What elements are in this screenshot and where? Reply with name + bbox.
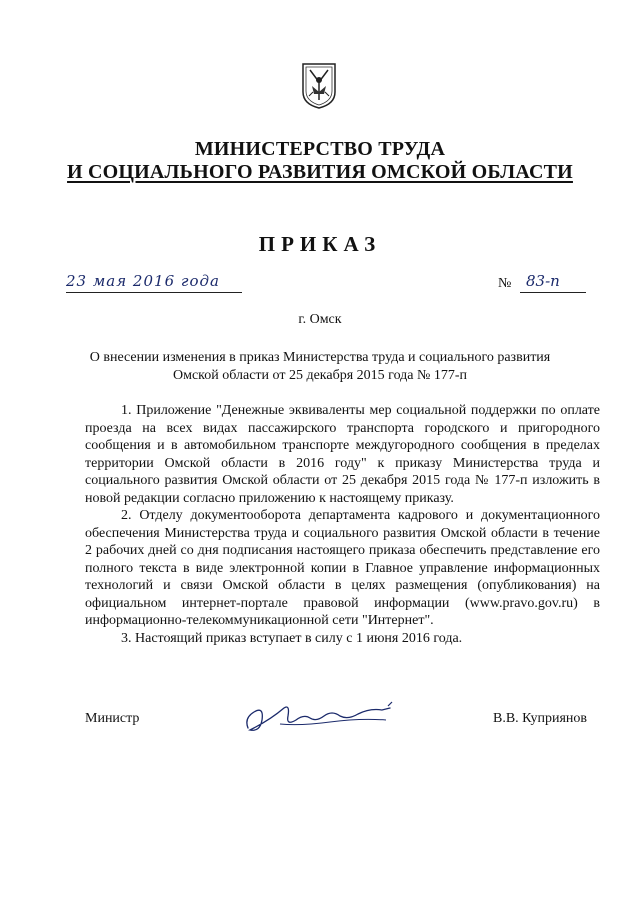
ministry-title-line2-text: И СОЦИАЛЬНОГО РАЗВИТИЯ ОМСКОЙ ОБЛАСТИ [67, 161, 573, 183]
order-subject [78, 349, 562, 384]
document-type-heading: ПРИКАЗ [258, 232, 382, 256]
coat-of-arms-icon [300, 62, 338, 110]
signer-title: Министр [85, 711, 140, 726]
order-body [85, 402, 600, 647]
order-number-label: № [498, 276, 512, 291]
handwritten-date: 23 мая 2016 года [66, 272, 242, 293]
handwritten-order-number: 83-п [520, 272, 586, 293]
subject-line-1: О внесении изменения в приказ Министерства труда и социального развития [89, 350, 551, 365]
paragraph-1: 1. Приложение "Денежные эквиваленты мер социальной поддержки по оплате проезда на всех видах пассажирского транспорта городского и пригородного сообщения и в автомобильном транспорте междугородного сообщения в пределах территории Омской области в 2016 году" к приказу Министерства труда и социального развития Омской области от 25 декабря 2015 года № 177-п изложить в новой редакции согласно приложению к настоящему приказу. [85, 403, 600, 506]
ministry-title-line2 [0, 161, 640, 184]
handwritten-signature [240, 690, 400, 740]
signer-name: В.В. Куприянов [493, 711, 587, 726]
ministry-title-line1: МИНИСТЕРСТВО ТРУДА [194, 138, 446, 160]
paragraph-2: 2. Отделу документооборота департамента кадрового и документационного обеспечения Министерства труда и социального развития Омской области в течение 2 рабочих дней со дня подписания настоящего приказа обеспечить представление его полного текста в виде электронной копии в Главное управление информационных технологий и связи Омской области в целях размещения (опубликования) на официальном интернет-портале правовой информации (www.pravo.gov.ru) в информационно-телекоммуникационной сети "Интернет". [85, 508, 600, 628]
city-line: г. Омск [298, 312, 342, 327]
paragraph-3: 3. Настоящий приказ вступает в силу с 1 июня 2016 года. [121, 630, 463, 646]
subject-line-2: Омской области от 25 декабря 2015 года № 177-п [172, 367, 468, 383]
